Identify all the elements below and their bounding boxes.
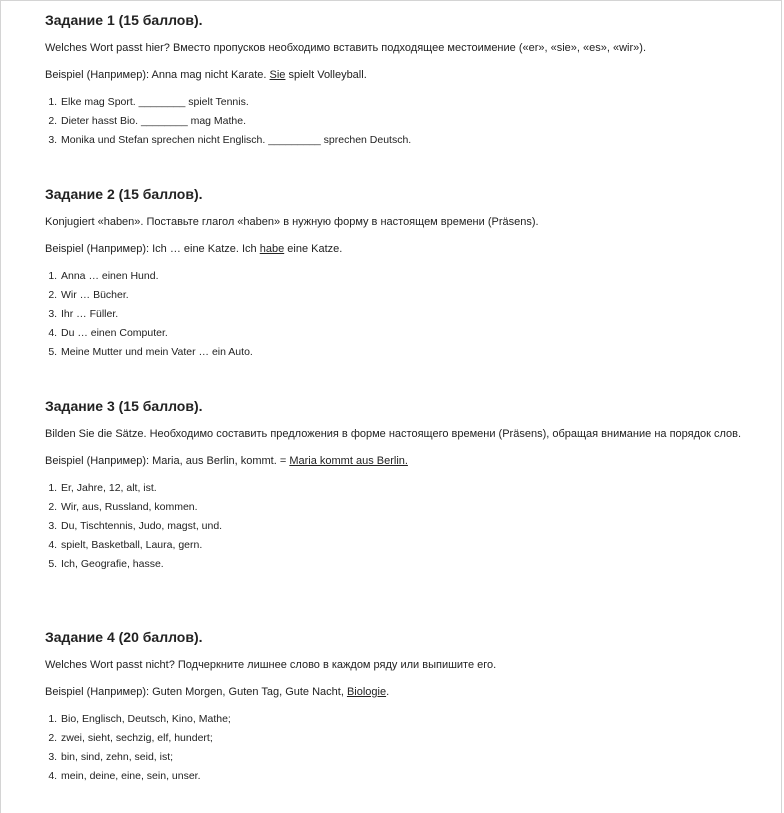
task-example: [45, 452, 761, 471]
list-item: 3. Du, Tischtennis, Judo, magst, und.: [60, 517, 761, 536]
task-1: [45, 11, 761, 150]
task-title: Задание 2 (15 баллов).: [45, 186, 203, 202]
list-item: 2. Wir … Bücher.: [60, 286, 761, 305]
example-answer: Biologie: [346, 686, 387, 698]
task-items: [45, 479, 761, 574]
task-title: Задание 3 (15 баллов).: [45, 398, 203, 414]
list-item: 5. Ich, Geografie, hasse.: [60, 555, 761, 574]
task-title: Задание 1 (15 баллов).: [45, 12, 203, 28]
list-item: 1. Bio, Englisch, Deutsch, Kino, Mathe;: [60, 710, 761, 729]
example-answer: Maria kommt aus Berlin.: [289, 455, 408, 467]
task-items: [45, 710, 761, 786]
task-example: [45, 240, 761, 259]
task-example: [45, 683, 761, 702]
task-instruction: Konjugiert «haben». Поставьте глагол «haben» в нужную форму в настоящем времени (Präsens).: [45, 216, 539, 228]
list-item: 2. Wir, aus, Russland, kommen.: [60, 498, 761, 517]
list-item: 4. mein, deine, eine, sein, unser.: [60, 767, 761, 786]
task-items: [45, 267, 761, 362]
list-item: 1. Anna … einen Hund.: [60, 267, 761, 286]
task-items: [45, 93, 761, 150]
list-item: 4. spielt, Basketball, Laura, gern.: [60, 536, 761, 555]
list-item: 1. Elke mag Sport. ________ spielt Tennis.: [60, 93, 761, 112]
task-instruction: Welches Wort passt nicht? Подчеркните лишнее слово в каждом ряду или выпишите его.: [45, 659, 497, 671]
example-prefix: Beispiel (Например): Guten Morgen, Guten Tag, Gute Nacht,: [45, 686, 347, 698]
task-3: [45, 397, 761, 574]
list-item: 2. Dieter hasst Bio. ________ mag Mathe.: [60, 112, 761, 131]
list-item: 3. bin, sind, zehn, seid, ist;: [60, 748, 761, 767]
list-item: 3. Monika und Stefan sprechen nicht Englisch. _________ sprechen Deutsch.: [60, 131, 761, 150]
task-example: [45, 66, 761, 85]
task-instruction: Welches Wort passt hier? Вместо пропусков необходимо вставить подходящее местоимение («er», «sie», «es», «wir»).: [45, 42, 646, 54]
list-item: 2. zwei, sieht, sechzig, elf, hundert;: [60, 729, 761, 748]
task-title: Задание 4 (20 баллов).: [45, 629, 203, 645]
example-answer: habe: [259, 243, 285, 255]
list-item: 5. Meine Mutter und mein Vater … ein Auto.: [60, 343, 761, 362]
list-item: 1. Er, Jahre, 12, alt, ist.: [60, 479, 761, 498]
task-instruction: Bilden Sie die Sätze. Необходимо составить предложения в форме настоящего времени (Präsens), обращая внимание на порядок слов.: [45, 428, 742, 440]
example-prefix: Beispiel (Например): Maria, aus Berlin, kommt. =: [45, 455, 290, 467]
list-item: 3. Ihr … Füller.: [60, 305, 761, 324]
example-answer: Sie: [269, 69, 286, 81]
example-suffix: spielt Volleyball.: [285, 69, 367, 81]
task-4: [45, 628, 761, 786]
example-prefix: Beispiel (Например): Anna mag nicht Karate.: [45, 69, 270, 81]
example-suffix: eine Katze.: [284, 243, 343, 255]
example-suffix: .: [386, 686, 390, 698]
list-item: 4. Du … einen Computer.: [60, 324, 761, 343]
task-2: [45, 185, 761, 362]
example-prefix: Beispiel (Например): Ich … eine Katze. Ich: [45, 243, 260, 255]
